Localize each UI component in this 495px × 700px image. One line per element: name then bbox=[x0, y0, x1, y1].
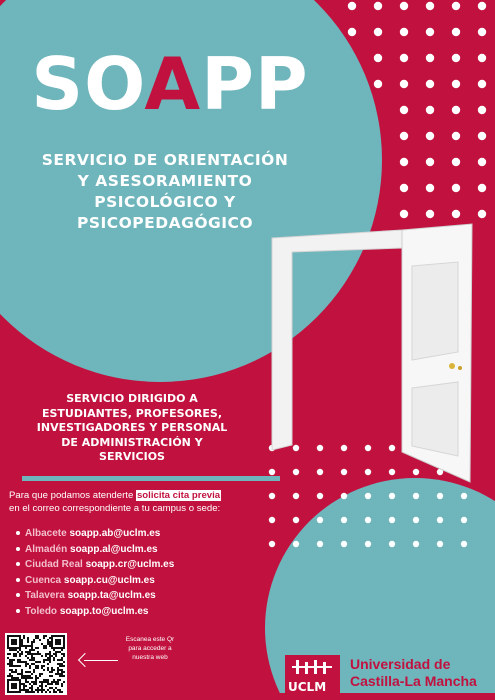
decorative-dot bbox=[426, 28, 434, 36]
decorative-dot bbox=[478, 54, 486, 62]
title-part2: PP bbox=[201, 42, 309, 126]
appointment-intro bbox=[9, 489, 289, 515]
decorative-dot bbox=[426, 184, 434, 192]
decorative-dot bbox=[365, 541, 371, 547]
campus-email[interactable]: soapp.ta@uclm.es bbox=[67, 590, 156, 601]
campus-name: Albacete bbox=[25, 528, 67, 539]
decorative-dot bbox=[400, 210, 408, 218]
title-part1: SO bbox=[31, 42, 145, 126]
door-illustration bbox=[262, 220, 477, 485]
list-item bbox=[16, 526, 174, 542]
audience-text bbox=[18, 392, 246, 465]
decorative-dot bbox=[341, 541, 347, 547]
list-item bbox=[16, 542, 174, 558]
decorative-dot bbox=[452, 210, 460, 218]
intro-text: Para que podamos atenderte bbox=[9, 490, 136, 501]
campus-email[interactable]: soapp.al@uclm.es bbox=[70, 543, 158, 555]
decorative-dot bbox=[478, 210, 486, 218]
decorative-dot bbox=[400, 184, 408, 192]
decorative-dot bbox=[452, 158, 460, 166]
decorative-dot bbox=[437, 541, 443, 547]
university-name bbox=[350, 656, 477, 690]
audience-line: SERVICIOS bbox=[99, 450, 165, 463]
decorative-dot bbox=[400, 28, 408, 36]
campus-name: Toledo bbox=[25, 605, 58, 617]
decorative-dot bbox=[452, 132, 460, 140]
decorative-dot bbox=[452, 184, 460, 192]
decorative-dot bbox=[452, 80, 460, 88]
university-line: Castilla-La Mancha bbox=[350, 673, 477, 689]
decorative-dot bbox=[461, 541, 467, 547]
qr-caption-line: Escanea este Qr bbox=[125, 636, 175, 643]
decorative-dot bbox=[437, 493, 443, 499]
bullet-icon bbox=[16, 562, 20, 566]
decorative-dot bbox=[426, 158, 434, 166]
subtitle bbox=[20, 150, 310, 234]
qr-caption-line: nuestra web bbox=[132, 654, 168, 661]
decorative-dot bbox=[269, 541, 275, 547]
decorative-dot bbox=[348, 28, 356, 36]
decorative-dot bbox=[478, 80, 486, 88]
campus-email[interactable]: soapp.cr@uclm.es bbox=[85, 559, 175, 570]
bullet-icon bbox=[16, 609, 20, 613]
decorative-dot bbox=[478, 28, 486, 36]
decorative-dot bbox=[452, 28, 460, 36]
decorative-dot bbox=[426, 210, 434, 218]
decorative-dot bbox=[293, 493, 299, 499]
decorative-dot bbox=[269, 517, 275, 523]
bullet-icon bbox=[16, 531, 20, 535]
decorative-dot bbox=[317, 541, 323, 547]
decorative-dot bbox=[389, 541, 395, 547]
decorative-dot bbox=[413, 493, 419, 499]
page-title bbox=[0, 42, 340, 126]
campus-email[interactable]: soapp.to@uclm.es bbox=[59, 605, 149, 617]
decorative-dot bbox=[317, 517, 323, 523]
campus-name: Ciudad Real bbox=[25, 559, 83, 570]
uclm-logo-text: UCLM bbox=[288, 680, 327, 694]
decorative-dot bbox=[374, 28, 382, 36]
decorative-dot bbox=[365, 517, 371, 523]
list-item bbox=[16, 604, 174, 620]
list-item bbox=[16, 557, 174, 573]
campus-email-list bbox=[16, 526, 174, 619]
bullet-icon bbox=[16, 593, 20, 597]
decorative-dot bbox=[374, 54, 382, 62]
decorative-dot bbox=[413, 517, 419, 523]
decorative-dot bbox=[400, 132, 408, 140]
campus-email[interactable]: soapp.ab@uclm.es bbox=[69, 528, 161, 539]
subtitle-line: Y ASESORAMIENTO bbox=[77, 172, 253, 190]
decorative-dot bbox=[437, 517, 443, 523]
decorative-dot bbox=[478, 184, 486, 192]
decorative-dot bbox=[374, 80, 382, 88]
decorative-dot bbox=[400, 54, 408, 62]
decorative-dot bbox=[293, 517, 299, 523]
decorative-dot bbox=[413, 541, 419, 547]
decorative-dot bbox=[452, 106, 460, 114]
decorative-dot bbox=[426, 132, 434, 140]
decorative-dot bbox=[341, 517, 347, 523]
decorative-dot bbox=[452, 54, 460, 62]
decorative-dot bbox=[426, 80, 434, 88]
audience-line: DE ADMINISTRACIÓN Y bbox=[61, 435, 203, 449]
decorative-dot bbox=[317, 493, 323, 499]
campus-name: Talavera bbox=[25, 590, 65, 601]
campus-name: Cuenca bbox=[25, 574, 62, 586]
campus-name: Almadén bbox=[25, 543, 68, 555]
decorative-dot bbox=[400, 106, 408, 114]
decorative-dot bbox=[365, 493, 371, 499]
intro-text: en el correo correspondiente a tu campus o sede: bbox=[9, 503, 221, 514]
decorative-dot bbox=[400, 80, 408, 88]
qr-code[interactable] bbox=[5, 633, 67, 695]
decorative-dot bbox=[461, 493, 467, 499]
decorative-dot bbox=[400, 158, 408, 166]
bullet-icon bbox=[16, 578, 20, 582]
campus-email[interactable]: soapp.cu@uclm.es bbox=[63, 574, 155, 586]
uclm-emblem-icon bbox=[292, 660, 332, 676]
decorative-dot bbox=[478, 106, 486, 114]
decorative-dot bbox=[348, 2, 356, 10]
decorative-dot bbox=[478, 158, 486, 166]
list-item bbox=[16, 573, 174, 589]
decorative-dot bbox=[478, 2, 486, 10]
subtitle-line: PSICOLÓGICO Y bbox=[94, 193, 236, 211]
decorative-dot bbox=[293, 541, 299, 547]
bullet-icon bbox=[16, 547, 20, 551]
decorative-dot bbox=[426, 106, 434, 114]
university-line: Universidad de bbox=[350, 656, 451, 672]
decorative-dot bbox=[461, 517, 467, 523]
decorative-dot bbox=[374, 2, 382, 10]
decorative-dot bbox=[478, 132, 486, 140]
decorative-dot bbox=[426, 54, 434, 62]
decorative-dot bbox=[389, 517, 395, 523]
audience-line: SERVICIO DIRIGIDO A bbox=[66, 392, 198, 405]
audience-line: ESTUDIANTES, PROFESORES, bbox=[41, 406, 223, 420]
title-accent: A bbox=[144, 42, 202, 126]
qr-caption-line: para acceder a bbox=[128, 645, 172, 652]
decorative-dot bbox=[341, 493, 347, 499]
audience-line: INVESTIGADORES Y PERSONAL bbox=[36, 421, 228, 434]
decorative-dot bbox=[389, 493, 395, 499]
subtitle-line: PSICOPEDAGÓGICO bbox=[76, 214, 254, 232]
decorative-dot bbox=[452, 2, 460, 10]
qr-caption bbox=[110, 635, 190, 662]
list-item bbox=[16, 588, 174, 604]
subtitle-line: SERVICIO DE ORIENTACIÓN bbox=[41, 151, 289, 169]
decorative-dot bbox=[426, 2, 434, 10]
decorative-dot bbox=[400, 2, 408, 10]
appointment-highlight: solicita cita previa bbox=[136, 490, 221, 501]
separator-bar bbox=[22, 476, 280, 481]
